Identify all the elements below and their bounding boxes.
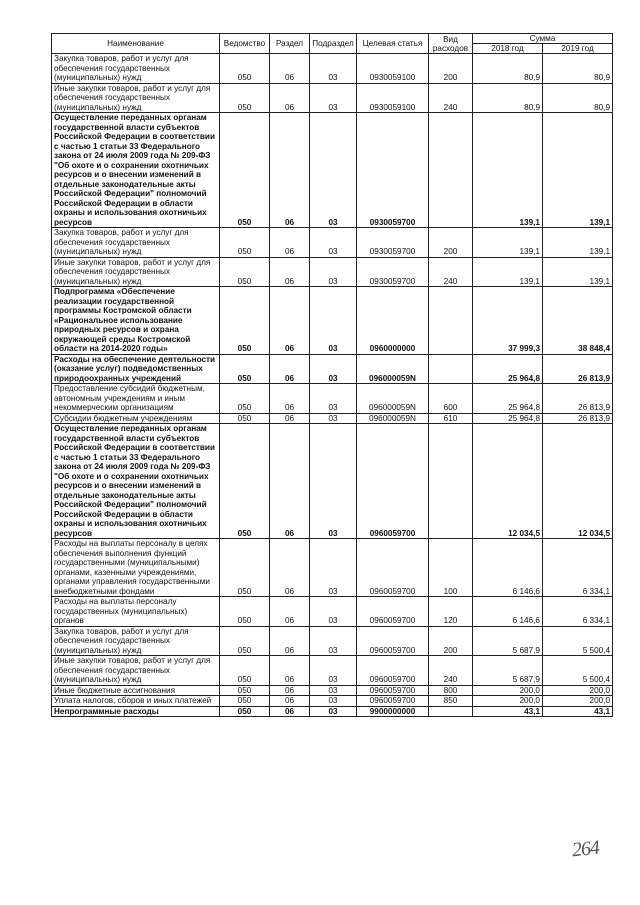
row-vid: 850 — [429, 696, 473, 707]
row-sum-2019: 200,0 — [543, 696, 613, 707]
row-sum-2019: 200,0 — [543, 685, 613, 696]
row-vedomstvo: 050 — [220, 54, 270, 84]
row-razdel: 06 — [270, 539, 310, 597]
row-name: Субсидии бюджетным учреждениям — [52, 413, 220, 424]
row-target: 096000059N — [357, 384, 429, 414]
table-row — [52, 384, 613, 414]
row-target: 0930059700 — [357, 228, 429, 258]
row-vedomstvo: 050 — [220, 539, 270, 597]
header-summa: Сумма — [473, 34, 613, 44]
budget-table — [51, 33, 613, 717]
row-name: Расходы на выплаты персоналу государственных (муниципальных) органов — [52, 597, 220, 627]
table-row — [52, 257, 613, 287]
row-vedomstvo: 050 — [220, 424, 270, 539]
row-vedomstvo: 050 — [220, 257, 270, 287]
row-vedomstvo: 050 — [220, 656, 270, 686]
row-target: 096000059N — [357, 354, 429, 384]
row-podrazdel: 03 — [310, 685, 357, 696]
row-razdel: 06 — [270, 287, 310, 355]
row-name: Закупка товаров, работ и услуг для обеспечения государственных (муниципальных) нужд — [52, 228, 220, 258]
header-vedomstvo: Ведомство — [220, 34, 270, 54]
budget-table-container — [51, 33, 612, 717]
row-sum-2018: 25 964,8 — [473, 413, 543, 424]
row-razdel: 06 — [270, 685, 310, 696]
row-vedomstvo: 050 — [220, 354, 270, 384]
row-razdel: 06 — [270, 597, 310, 627]
row-sum-2019: 139,1 — [543, 113, 613, 228]
row-target: 0930059100 — [357, 83, 429, 113]
handwritten-page-number: 264 — [570, 836, 601, 862]
row-vedomstvo: 050 — [220, 287, 270, 355]
row-podrazdel: 03 — [310, 706, 357, 717]
table-row — [52, 113, 613, 228]
header-razdel: Раздел — [270, 34, 310, 54]
row-vid: 200 — [429, 626, 473, 656]
header-2019: 2019 год — [543, 44, 613, 54]
row-sum-2018: 37 999,3 — [473, 287, 543, 355]
table-body — [52, 54, 613, 717]
row-target: 096000059N — [357, 413, 429, 424]
row-vid: 240 — [429, 83, 473, 113]
row-vedomstvo: 050 — [220, 597, 270, 627]
row-podrazdel: 03 — [310, 113, 357, 228]
row-sum-2019: 5 500,4 — [543, 656, 613, 686]
row-vid — [429, 354, 473, 384]
row-target: 0960059700 — [357, 626, 429, 656]
row-target: 0930059100 — [357, 54, 429, 84]
table-row — [52, 424, 613, 539]
row-razdel: 06 — [270, 656, 310, 686]
row-razdel: 06 — [270, 228, 310, 258]
row-target: 0960059700 — [357, 656, 429, 686]
row-sum-2018: 80,9 — [473, 54, 543, 84]
row-podrazdel: 03 — [310, 597, 357, 627]
row-vid — [429, 287, 473, 355]
row-target: 9900000000 — [357, 706, 429, 717]
table-row — [52, 626, 613, 656]
row-name: Иные закупки товаров, работ и услуг для обеспечения государственных (муниципальных) нужд — [52, 257, 220, 287]
table-row — [52, 706, 613, 717]
row-sum-2019: 26 813,9 — [543, 413, 613, 424]
row-podrazdel: 03 — [310, 83, 357, 113]
row-name: Закупка товаров, работ и услуг для обеспечения государственных (муниципальных) нужд — [52, 54, 220, 84]
row-vedomstvo: 050 — [220, 113, 270, 228]
table-row — [52, 228, 613, 258]
row-razdel: 06 — [270, 384, 310, 414]
row-sum-2018: 200,0 — [473, 696, 543, 707]
row-sum-2019: 80,9 — [543, 54, 613, 84]
row-vid: 200 — [429, 54, 473, 84]
row-name: Иные закупки товаров, работ и услуг для обеспечения государственных (муниципальных) нужд — [52, 83, 220, 113]
row-podrazdel: 03 — [310, 626, 357, 656]
row-podrazdel: 03 — [310, 354, 357, 384]
header-target: Целевая статья — [357, 34, 429, 54]
row-vid: 200 — [429, 228, 473, 258]
row-target: 0960059700 — [357, 424, 429, 539]
row-target: 0930059700 — [357, 257, 429, 287]
row-sum-2018: 139,1 — [473, 257, 543, 287]
row-target: 0930059700 — [357, 113, 429, 228]
row-razdel: 06 — [270, 413, 310, 424]
row-sum-2018: 25 964,8 — [473, 384, 543, 414]
header-vid: Вид расходов — [429, 34, 473, 54]
row-name: Предоставление субсидий бюджетным, автономным учреждениям и иным некоммерческим организациям — [52, 384, 220, 414]
row-razdel: 06 — [270, 626, 310, 656]
row-name: Закупка товаров, работ и услуг для обеспечения государственных (муниципальных) нужд — [52, 626, 220, 656]
row-sum-2018: 25 964,8 — [473, 354, 543, 384]
table-row — [52, 354, 613, 384]
row-name: Иные закупки товаров, работ и услуг для обеспечения государственных (муниципальных) нужд — [52, 656, 220, 686]
row-podrazdel: 03 — [310, 413, 357, 424]
row-vedomstvo: 050 — [220, 384, 270, 414]
row-sum-2018: 6 146,6 — [473, 597, 543, 627]
table-row — [52, 287, 613, 355]
row-sum-2018: 139,1 — [473, 113, 543, 228]
row-vid: 120 — [429, 597, 473, 627]
header-name: Наименование — [52, 34, 220, 54]
row-razdel: 06 — [270, 257, 310, 287]
row-sum-2019: 6 334,1 — [543, 539, 613, 597]
row-razdel: 06 — [270, 706, 310, 717]
table-row — [52, 696, 613, 707]
row-sum-2019: 80,9 — [543, 83, 613, 113]
row-name: Осуществление переданных органам государственной власти субъектов Российской Федерации в соответствии с частью 1 статьи 33 Федерального закона от 24 июля 2009 года № 209-ФЗ "Об охоте и о сохранении охотничьих ресурсов и о внесении изменений в отдельные законодательные акты Российской Федерации" полномочий Российской Федерации в области охраны и использования охотничьих ресурсов — [52, 424, 220, 539]
row-podrazdel: 03 — [310, 384, 357, 414]
row-sum-2018: 5 687,9 — [473, 656, 543, 686]
row-vid — [429, 424, 473, 539]
row-name: Подпрограмма «Обеспечение реализации государственной программы Костромской области «Рациональное использование природных ресурсов и охрана окружающей среды Костромской области на 2014-2020 годы» — [52, 287, 220, 355]
row-sum-2019: 6 334,1 — [543, 597, 613, 627]
header-podrazdel: Подраздел — [310, 34, 357, 54]
row-vid: 240 — [429, 257, 473, 287]
row-target: 0960059700 — [357, 539, 429, 597]
row-vid: 240 — [429, 656, 473, 686]
row-podrazdel: 03 — [310, 257, 357, 287]
row-target: 0960059700 — [357, 597, 429, 627]
row-name: Непрограммные расходы — [52, 706, 220, 717]
row-vedomstvo: 050 — [220, 228, 270, 258]
row-sum-2018: 12 034,5 — [473, 424, 543, 539]
row-sum-2018: 200,0 — [473, 685, 543, 696]
row-name: Расходы на выплаты персоналу в целях обеспечения выполнения функций государственными (муниципальными) органами, казенными учреждениями, органами управления государственными внебюджетными фондами — [52, 539, 220, 597]
row-podrazdel: 03 — [310, 54, 357, 84]
row-vid: 610 — [429, 413, 473, 424]
row-razdel: 06 — [270, 54, 310, 84]
row-name: Расходы на обеспечение деятельности (оказание услуг) подведомственных природоохранных учреждений — [52, 354, 220, 384]
row-sum-2019: 26 813,9 — [543, 354, 613, 384]
row-vid — [429, 113, 473, 228]
row-sum-2018: 6 146,6 — [473, 539, 543, 597]
table-row — [52, 413, 613, 424]
row-razdel: 06 — [270, 113, 310, 228]
row-name: Иные бюджетные ассигнования — [52, 685, 220, 696]
row-sum-2018: 5 687,9 — [473, 626, 543, 656]
table-row — [52, 83, 613, 113]
table-row — [52, 539, 613, 597]
row-vedomstvo: 050 — [220, 696, 270, 707]
row-target: 0960059700 — [357, 696, 429, 707]
row-sum-2018: 139,1 — [473, 228, 543, 258]
row-sum-2018: 80,9 — [473, 83, 543, 113]
row-podrazdel: 03 — [310, 424, 357, 539]
row-vedomstvo: 050 — [220, 685, 270, 696]
row-razdel: 06 — [270, 354, 310, 384]
row-name: Осуществление переданных органам государственной власти субъектов Российской Федерации в соответствии с частью 1 статьи 33 Федерального закона от 24 июля 2009 года № 209-ФЗ "Об охоте и о сохранении охотничьих ресурсов и о внесении изменений в отдельные законодательные акты Российской Федерации" полномочий Российской Федерации в области охраны и использования охотничьих ресурсов — [52, 113, 220, 228]
row-sum-2019: 139,1 — [543, 228, 613, 258]
row-target: 0960000000 — [357, 287, 429, 355]
table-row — [52, 54, 613, 84]
row-vedomstvo: 050 — [220, 626, 270, 656]
row-vedomstvo: 050 — [220, 83, 270, 113]
row-razdel: 06 — [270, 424, 310, 539]
row-sum-2019: 26 813,9 — [543, 384, 613, 414]
row-name: Уплата налогов, сборов и иных платежей — [52, 696, 220, 707]
row-vid — [429, 706, 473, 717]
table-row — [52, 597, 613, 627]
row-podrazdel: 03 — [310, 656, 357, 686]
row-podrazdel: 03 — [310, 287, 357, 355]
row-sum-2019: 139,1 — [543, 257, 613, 287]
table-row — [52, 685, 613, 696]
row-podrazdel: 03 — [310, 696, 357, 707]
row-vedomstvo: 050 — [220, 706, 270, 717]
row-sum-2019: 12 034,5 — [543, 424, 613, 539]
row-vid: 800 — [429, 685, 473, 696]
row-podrazdel: 03 — [310, 228, 357, 258]
row-sum-2019: 38 848,4 — [543, 287, 613, 355]
row-razdel: 06 — [270, 696, 310, 707]
table-row — [52, 656, 613, 686]
row-podrazdel: 03 — [310, 539, 357, 597]
row-sum-2018: 43,1 — [473, 706, 543, 717]
row-vedomstvo: 050 — [220, 413, 270, 424]
row-sum-2019: 43,1 — [543, 706, 613, 717]
row-vid: 600 — [429, 384, 473, 414]
row-razdel: 06 — [270, 83, 310, 113]
header-2018: 2018 год — [473, 44, 543, 54]
row-sum-2019: 5 500,4 — [543, 626, 613, 656]
row-vid: 100 — [429, 539, 473, 597]
row-target: 0960059700 — [357, 685, 429, 696]
